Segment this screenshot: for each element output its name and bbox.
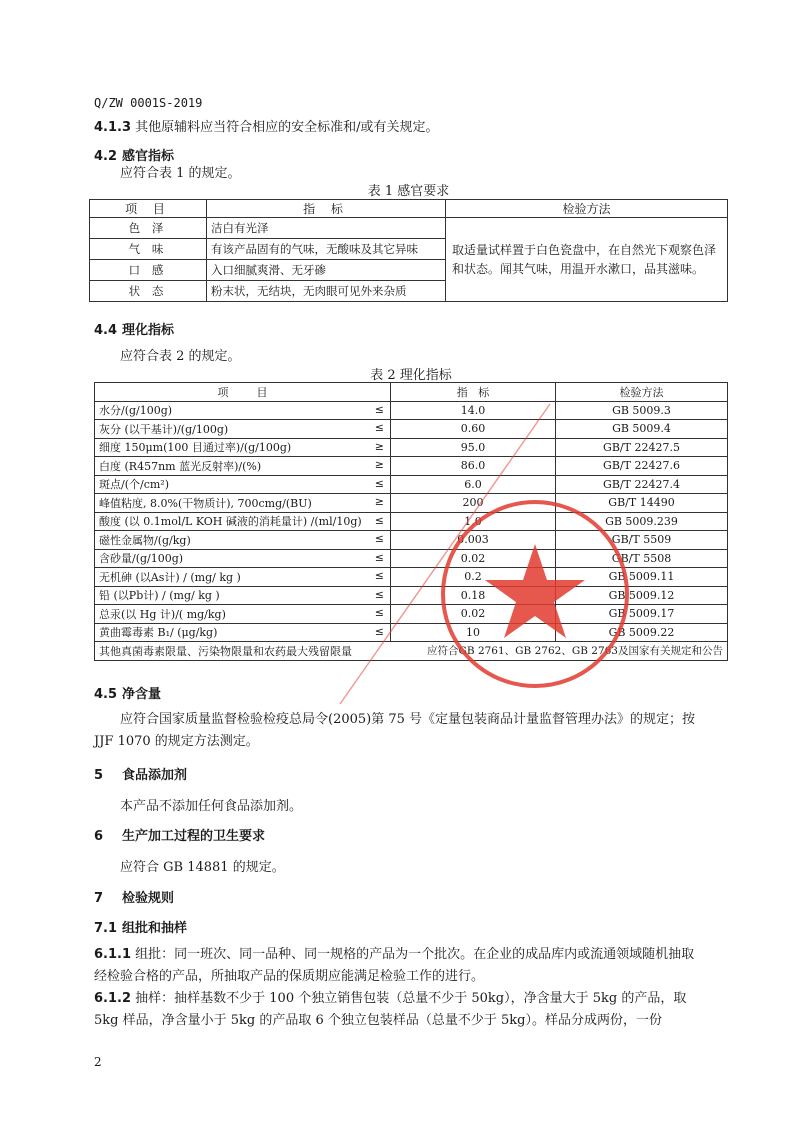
comparison-symbol: ≥ bbox=[374, 495, 384, 508]
item-label: 铅 (以Pb计) / (mg/ kg ) bbox=[99, 589, 220, 603]
section-6-text: 应符合 GB 14881 的规定。 bbox=[120, 860, 285, 875]
table-cell: 10 bbox=[391, 623, 556, 642]
table-header: 指 标 bbox=[207, 200, 446, 218]
table-cell: 0.2 bbox=[391, 568, 556, 587]
table-row bbox=[90, 218, 728, 239]
clause-4-1-3: 4.1.3 其他原辅料应当符合相应的安全标准和/或有关规定。 bbox=[94, 120, 439, 135]
section-4-2-note: 应符合表 1 的规定。 bbox=[120, 166, 241, 181]
comparison-symbol: ≤ bbox=[374, 532, 384, 545]
table-cell: GB/T 5508 bbox=[556, 549, 728, 568]
comparison-symbol: ≤ bbox=[374, 569, 384, 582]
table-cell: 应符合GB 2761、GB 2762、GB 2763及国家有关规定和公告 bbox=[391, 642, 728, 661]
comparison-symbol: ≤ bbox=[374, 550, 384, 564]
comparison-symbol: ≤ bbox=[374, 476, 384, 490]
clause-6-1-1: 6.1.1 组批：同一班次、同一品种、同一规格的产品为一个批次。在企业的成品库内或流通领域随机抽取经检验合格的产品，所抽取产品的保质期应能满足检验工作的进行。 bbox=[94, 947, 695, 984]
table2-caption: 表 2 理化指标 bbox=[370, 368, 452, 383]
table-header: 指 标 bbox=[391, 383, 556, 402]
item-label: 总汞(以 Hg 计)/( mg/kg) bbox=[99, 607, 226, 621]
table1-caption: 表 1 感官要求 bbox=[367, 184, 450, 199]
table-cell: 入口细腻爽滑、无牙碜 bbox=[207, 260, 446, 281]
table-cell: 6.0 bbox=[391, 475, 556, 494]
table-cell: 0.18 bbox=[391, 586, 556, 605]
comparison-symbol: ≥ bbox=[374, 458, 384, 471]
seal-star-icon bbox=[485, 544, 585, 638]
item-label: 水分/(g/100g) bbox=[99, 404, 173, 418]
item-label: 峰值粘度, 8.0%(干物质计), 700cmg/(BU) bbox=[99, 496, 312, 510]
table-cell: 0.02 bbox=[391, 605, 556, 624]
clause-6-1-2: 6.1.2 抽样：抽样基数不少于 100 个独立销售包装（总量不少于 50kg），净含量大于 5kg 的产品，取 5kg 样品，净含量小于 5kg 的产品取 6 个独立包装样品（总量不少于 5kg）。样品分成两份，一份 bbox=[94, 991, 687, 1028]
section-4-4-note: 应符合表 2 的规定。 bbox=[120, 349, 241, 364]
table-cell: 其他真菌毒素限量、污染物限量和农药最大残留限量 bbox=[95, 642, 391, 661]
item-label: 白度 (R457nm 蓝光反射率)/(%) bbox=[99, 459, 262, 473]
seal-stroke bbox=[340, 404, 550, 704]
sensory-table bbox=[89, 199, 728, 302]
section-4-5-text: 应符合国家质量监督检验检疫总局令(2005)第 75 号《定量包装商品计量监督管理办法》的规定；按 JJF 1070 的规定方法测定。 bbox=[94, 712, 696, 749]
item-label: 灰分 (以干基计)/(g/100g) bbox=[99, 422, 229, 436]
table-cell: 95.0 bbox=[391, 438, 556, 457]
inspection-method-cell: 取适量试样置于白色瓷盘中，在自然光下观察色泽和状态。闻其气味，用温开水漱口，品其滋味。 bbox=[446, 218, 728, 302]
comparison-symbol: ≤ bbox=[374, 421, 384, 434]
section-4-5-heading: 4.5 净含量 bbox=[94, 687, 162, 702]
item-label: 斑点/(个/cm²) bbox=[99, 478, 169, 492]
table-cell: GB 5009.12 bbox=[556, 586, 728, 605]
table-cell: GB/T 22427.4 bbox=[556, 475, 728, 494]
comparison-symbol: ≤ bbox=[374, 606, 384, 619]
table-cell: 洁白有光泽 bbox=[207, 218, 446, 239]
section-5-heading: 5 食品添加剂 bbox=[94, 768, 188, 783]
table-cell: 0.003 bbox=[391, 531, 556, 550]
table-header: 检验方法 bbox=[556, 383, 728, 402]
table-cell: GB 5009.11 bbox=[556, 568, 728, 587]
comparison-symbol: ≤ bbox=[374, 402, 384, 416]
table-cell: GB 5009.22 bbox=[556, 623, 728, 642]
table-header: 检验方法 bbox=[446, 200, 728, 218]
table-cell: 色 泽 bbox=[90, 218, 207, 239]
comparison-symbol: ≥ bbox=[374, 439, 384, 453]
item-label: 无机砷 (以As计) / (mg/ kg ) bbox=[99, 570, 241, 584]
table-cell: 0.02 bbox=[391, 549, 556, 568]
section-4-4-heading: 4.4 理化指标 bbox=[94, 323, 175, 338]
section-7-heading: 7 检验规则 bbox=[94, 891, 175, 906]
table-header-row bbox=[90, 200, 728, 218]
section-6-heading: 6 生产加工过程的卫生要求 bbox=[94, 829, 266, 844]
comparison-symbol: ≤ bbox=[374, 624, 384, 638]
comparison-symbol: ≤ bbox=[374, 587, 384, 601]
comparison-symbol: ≤ bbox=[374, 513, 384, 527]
section-5-text: 本产品不添加任何食品添加剂。 bbox=[120, 799, 303, 814]
item-label: 黄曲霉毒素 B₁/ (μg/kg) bbox=[99, 626, 218, 640]
table-cell: 200 bbox=[391, 494, 556, 513]
item-label: 细度 150μm(100 目通过率)/(g/100g) bbox=[99, 441, 292, 455]
table-cell: GB 5009.239 bbox=[556, 512, 728, 531]
table-cell: GB/T 22427.6 bbox=[556, 457, 728, 476]
table-cell: GB/T 14490 bbox=[556, 494, 728, 513]
table-cell: 气 味 bbox=[90, 239, 207, 260]
item-label: 含砂量/(g/100g) bbox=[99, 552, 184, 566]
table-cell: GB/T 22427.5 bbox=[556, 438, 728, 457]
table-cell: 14.0 bbox=[391, 401, 556, 420]
table-cell: GB 5009.17 bbox=[556, 605, 728, 624]
section-7-1-heading: 7.1 组批和抽样 bbox=[94, 921, 188, 936]
table-cell: 口 感 bbox=[90, 260, 207, 281]
table-cell: GB 5009.3 bbox=[556, 401, 728, 420]
table-cell: GB/T 5509 bbox=[556, 531, 728, 550]
official-seal-stamp bbox=[320, 384, 650, 714]
table-cell: 粉末状，无结块，无肉眼可见外来杂质 bbox=[207, 281, 446, 302]
item-label: 磁性金属物/(g/kg) bbox=[99, 533, 191, 547]
page-number: 2 bbox=[94, 1055, 102, 1069]
table-cell: GB 5009.4 bbox=[556, 420, 728, 439]
item-label: 酸度 (以 0.1mol/L KOH 碱液的消耗量计) /(ml/10g) bbox=[99, 515, 362, 529]
table-header: 项 目 bbox=[90, 200, 207, 218]
standard-code: Q/ZW 0001S-2019 bbox=[94, 96, 203, 110]
table-cell: 有该产品固有的气味，无酸味及其它异味 bbox=[207, 239, 446, 260]
section-4-2-heading: 4.2 感官指标 bbox=[94, 149, 175, 164]
table-cell: 1.0 bbox=[391, 512, 556, 531]
table-cell: 状 态 bbox=[90, 281, 207, 302]
table-cell: 0.60 bbox=[391, 420, 556, 439]
table-header: 项 目 bbox=[95, 383, 391, 402]
table-cell: 86.0 bbox=[391, 457, 556, 476]
